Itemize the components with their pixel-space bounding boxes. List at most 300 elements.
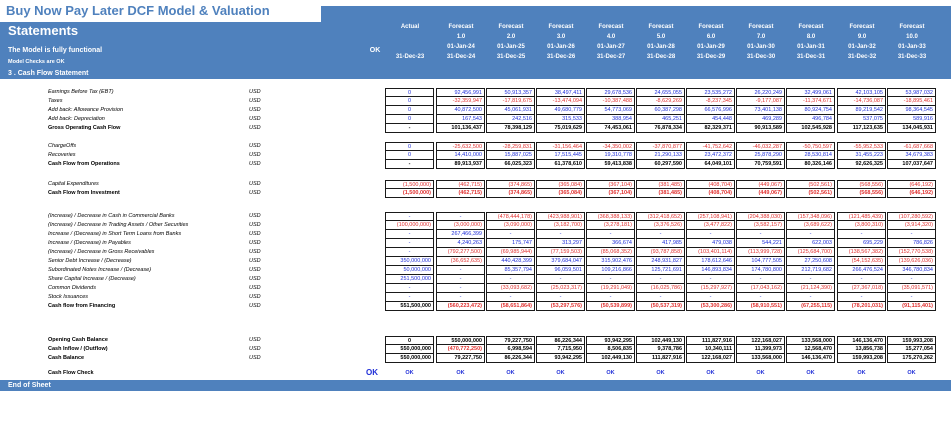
- row-label: Recoveries: [48, 152, 76, 158]
- table-cell[interactable]: (121,485,439): [837, 212, 886, 221]
- table-cell[interactable]: (50,539,899): [586, 302, 635, 311]
- table-cell[interactable]: -: [686, 230, 735, 239]
- table-cell[interactable]: (3,182,700): [536, 221, 585, 230]
- table-cell[interactable]: 122,168,027: [686, 354, 735, 363]
- table-cell[interactable]: 92,456,991: [436, 88, 485, 97]
- table-cell[interactable]: 417,985: [636, 239, 685, 248]
- table-cell[interactable]: -: [385, 212, 434, 221]
- table-cell[interactable]: 21,290,133: [636, 151, 685, 160]
- table-cell[interactable]: (3,800,310): [837, 221, 886, 230]
- table-cell[interactable]: 76,878,334: [636, 124, 685, 133]
- row-label: Earnings Before Tax (EBT): [48, 89, 114, 95]
- table-cell[interactable]: 125,721,691: [636, 266, 685, 275]
- table-cell[interactable]: 0: [385, 151, 434, 160]
- table-cell[interactable]: 178,612,646: [686, 257, 735, 266]
- table-cell[interactable]: 315,902,476: [586, 257, 635, 266]
- table-cell[interactable]: (408,704): [686, 180, 735, 189]
- table-cell[interactable]: -11,374,671: [786, 97, 835, 106]
- table-cell[interactable]: 13,856,738: [837, 345, 886, 354]
- table-cell[interactable]: (478,444,178): [486, 212, 535, 221]
- table-cell[interactable]: 104,777,505: [736, 257, 785, 266]
- table-cell[interactable]: -17,819,675: [486, 97, 535, 106]
- table-cell[interactable]: 28,530,814: [786, 151, 835, 160]
- table-cell[interactable]: (449,067): [736, 180, 785, 189]
- table-cell[interactable]: 469,289: [736, 115, 785, 124]
- table-cell[interactable]: (77,159,503): [536, 248, 585, 257]
- table-cell[interactable]: 14,410,000: [436, 151, 485, 160]
- table-cell[interactable]: 90,913,589: [736, 124, 785, 133]
- table-cell[interactable]: 89,219,542: [837, 106, 886, 115]
- table-cell[interactable]: 134,045,931: [887, 124, 936, 133]
- table-cell[interactable]: 267,466,399: [436, 230, 485, 239]
- table-cell[interactable]: (502,561): [786, 189, 835, 198]
- table-cell[interactable]: 550,000,000: [436, 336, 485, 345]
- table-cell[interactable]: 388,954: [586, 115, 635, 124]
- table-cell[interactable]: (3,477,822): [686, 221, 735, 230]
- table-cell[interactable]: -: [837, 275, 886, 284]
- table-cell[interactable]: -: [436, 266, 485, 275]
- table-cell[interactable]: 350,000,000: [385, 257, 434, 266]
- table-cell[interactable]: (374,865): [486, 180, 535, 189]
- table-cell[interactable]: 59,413,838: [586, 160, 635, 169]
- table-cell[interactable]: 98,364,545: [887, 106, 936, 115]
- table-cell[interactable]: (157,348,096): [786, 212, 835, 221]
- table-cell[interactable]: -: [736, 230, 785, 239]
- table-cell[interactable]: (462,715): [436, 180, 485, 189]
- row-label: Subordinated Notes Increase / (Decrease): [48, 267, 152, 273]
- table-cell[interactable]: (100,000,000): [385, 221, 434, 230]
- table-cell[interactable]: -34,350,002: [586, 142, 635, 151]
- table-cell[interactable]: 54,773,069: [586, 106, 635, 115]
- table-cell[interactable]: -: [436, 275, 485, 284]
- table-cell[interactable]: 159,993,208: [837, 354, 886, 363]
- table-cell[interactable]: 29,678,536: [586, 88, 635, 97]
- check-cell[interactable]: OK: [656, 370, 665, 376]
- table-cell[interactable]: 80,326,146: [786, 160, 835, 169]
- table-cell[interactable]: (17,043,162): [736, 284, 785, 293]
- table-cell[interactable]: 17,515,445: [536, 151, 585, 160]
- check-cell[interactable]: OK: [456, 370, 465, 376]
- table-cell[interactable]: 12,568,470: [786, 345, 835, 354]
- row-unit: USD: [249, 258, 261, 264]
- table-cell[interactable]: 82,329,371: [686, 124, 735, 133]
- table-cell[interactable]: 102,449,130: [636, 336, 685, 345]
- table-cell[interactable]: 24,655,055: [636, 88, 685, 97]
- table-cell[interactable]: 86,226,344: [486, 354, 535, 363]
- table-cell[interactable]: -: [385, 239, 434, 248]
- table-cell[interactable]: -37,870,877: [636, 142, 685, 151]
- table-cell[interactable]: 479,038: [686, 239, 735, 248]
- table-cell[interactable]: -: [786, 293, 835, 302]
- table-cell[interactable]: 0: [385, 97, 434, 106]
- table-cell[interactable]: 23,472,372: [686, 151, 735, 160]
- column-header-type: Forecast: [648, 24, 674, 30]
- table-cell[interactable]: 175,747: [486, 239, 535, 248]
- column-header-type: Forecast: [498, 24, 524, 30]
- table-cell[interactable]: (374,865): [486, 189, 535, 198]
- table-row: [0, 266, 951, 275]
- table-cell[interactable]: (15,297,927): [686, 284, 735, 293]
- table-cell[interactable]: -: [636, 275, 685, 284]
- table-cell[interactable]: 0: [385, 142, 434, 151]
- table-cell[interactable]: (423,988,901): [536, 212, 585, 221]
- table-cell[interactable]: 79,227,750: [436, 354, 485, 363]
- table-cell[interactable]: -: [736, 293, 785, 302]
- table-cell[interactable]: (85,068,352): [586, 248, 635, 257]
- table-cell[interactable]: (462,715): [436, 189, 485, 198]
- table-cell[interactable]: -10,387,488: [586, 97, 635, 106]
- table-cell[interactable]: 93,942,295: [536, 354, 585, 363]
- table-row: [0, 248, 951, 257]
- table-cell[interactable]: -: [887, 275, 936, 284]
- table-cell[interactable]: 15,887,025: [486, 151, 535, 160]
- row-unit: USD: [249, 190, 261, 196]
- table-cell[interactable]: 42,103,105: [837, 88, 886, 97]
- row-label: (Increase) / Decrease in Trading Assets / Other Securities: [48, 222, 189, 228]
- table-cell[interactable]: 66,576,996: [686, 106, 735, 115]
- table-cell[interactable]: 60,387,298: [636, 106, 685, 115]
- table-cell[interactable]: 159,993,208: [887, 336, 936, 345]
- table-cell[interactable]: 102,545,928: [786, 124, 835, 133]
- table-cell[interactable]: 454,448: [686, 115, 735, 124]
- table-cell[interactable]: (113,999,728): [736, 248, 785, 257]
- table-cell[interactable]: 66,025,323: [486, 160, 535, 169]
- table-cell[interactable]: 74,453,061: [586, 124, 635, 133]
- table-cell[interactable]: (36,652,635): [436, 257, 485, 266]
- table-cell[interactable]: -32,359,947: [436, 97, 485, 106]
- table-cell[interactable]: (257,108,941): [686, 212, 735, 221]
- column-header-num: 6.0: [706, 34, 716, 40]
- table-cell[interactable]: 622,003: [786, 239, 835, 248]
- table-cell[interactable]: 49,680,779: [536, 106, 585, 115]
- table-cell[interactable]: (103,401,114): [686, 248, 735, 257]
- table-cell[interactable]: 34,679,383: [887, 151, 936, 160]
- table-cell[interactable]: (368,388,133): [586, 212, 635, 221]
- table-cell[interactable]: (125,684,700): [786, 248, 835, 257]
- column-header-type: Actual: [400, 24, 420, 30]
- table-cell[interactable]: -: [636, 230, 685, 239]
- table-cell[interactable]: -9,177,087: [736, 97, 785, 106]
- check-cell[interactable]: OK: [506, 370, 515, 376]
- table-cell[interactable]: 248,931,827: [636, 257, 685, 266]
- table-cell[interactable]: -: [486, 275, 535, 284]
- table-cell[interactable]: 64,049,101: [686, 160, 735, 169]
- column-header-start: 01-Jan-33: [898, 44, 926, 50]
- table-cell[interactable]: -25,632,500: [436, 142, 485, 151]
- check-cell[interactable]: OK: [405, 370, 414, 376]
- table-cell[interactable]: 60,297,590: [636, 160, 685, 169]
- table-cell[interactable]: 23,535,272: [686, 88, 735, 97]
- table-cell[interactable]: 10,340,111: [686, 345, 735, 354]
- table-cell[interactable]: 251,500,000: [385, 275, 434, 284]
- table-cell[interactable]: 86,226,344: [536, 336, 585, 345]
- table-cell[interactable]: 15,277,054: [887, 345, 936, 354]
- table-cell[interactable]: (367,104): [586, 189, 635, 198]
- check-ok-badge: OK: [366, 368, 378, 377]
- table-cell[interactable]: -: [837, 230, 886, 239]
- table-cell[interactable]: 27,250,608: [786, 257, 835, 266]
- table-cell[interactable]: 80,924,754: [786, 106, 835, 115]
- table-cell[interactable]: -: [385, 293, 434, 302]
- check-cell[interactable]: OK: [606, 370, 615, 376]
- table-cell[interactable]: 212,719,682: [786, 266, 835, 275]
- header-band: [0, 22, 951, 68]
- table-cell[interactable]: (58,651,864): [486, 302, 535, 311]
- table-cell[interactable]: (91,115,401): [887, 302, 936, 311]
- table-cell[interactable]: -: [786, 230, 835, 239]
- table-cell[interactable]: 440,428,399: [486, 257, 535, 266]
- table-cell[interactable]: -: [486, 230, 535, 239]
- table-cell[interactable]: 78,398,129: [486, 124, 535, 133]
- table-cell[interactable]: 379,684,047: [536, 257, 585, 266]
- table-cell[interactable]: -61,687,668: [887, 142, 936, 151]
- table-cell[interactable]: 102,449,130: [586, 354, 635, 363]
- table-cell[interactable]: (33,093,682): [486, 284, 535, 293]
- table-cell[interactable]: -: [686, 275, 735, 284]
- table-cell[interactable]: (3,090,000): [486, 221, 535, 230]
- table-cell[interactable]: 544,221: [736, 239, 785, 248]
- table-cell[interactable]: 174,780,800: [736, 266, 785, 275]
- table-cell[interactable]: -31,156,464: [536, 142, 585, 151]
- table-cell[interactable]: -: [686, 293, 735, 302]
- table-cell[interactable]: 111,827,916: [686, 336, 735, 345]
- table-cell[interactable]: -: [736, 275, 785, 284]
- table-cell[interactable]: (152,770,538): [887, 248, 936, 257]
- table-cell[interactable]: 167,543: [436, 115, 485, 124]
- table-cell[interactable]: 50,913,357: [486, 88, 535, 97]
- table-cell[interactable]: (54,152,635): [837, 257, 886, 266]
- table-cell[interactable]: -: [436, 212, 485, 221]
- table-cell[interactable]: 589,916: [887, 115, 936, 124]
- table-cell[interactable]: (139,626,036): [887, 257, 936, 266]
- table-cell[interactable]: 38,497,411: [536, 88, 585, 97]
- table-cell[interactable]: 45,061,931: [486, 106, 535, 115]
- table-cell[interactable]: (138,567,382): [837, 248, 886, 257]
- table-cell[interactable]: 146,893,834: [686, 266, 735, 275]
- table-cell[interactable]: 496,784: [786, 115, 835, 124]
- table-cell[interactable]: 101,136,437: [436, 124, 485, 133]
- table-cell[interactable]: 73,401,138: [736, 106, 785, 115]
- table-cell[interactable]: (568,556): [837, 180, 886, 189]
- table-cell[interactable]: (58,910,551): [736, 302, 785, 311]
- table-cell[interactable]: 537,075: [837, 115, 886, 124]
- table-cell[interactable]: -: [385, 160, 434, 169]
- table-cell[interactable]: (408,704): [686, 189, 735, 198]
- table-cell[interactable]: 11,399,973: [736, 345, 785, 354]
- table-cell[interactable]: 550,000,000: [385, 345, 434, 354]
- table-cell[interactable]: (560,223,472): [436, 302, 485, 311]
- table-cell[interactable]: 7,715,950: [536, 345, 585, 354]
- table-row: [0, 239, 951, 248]
- table-cell[interactable]: -: [385, 248, 434, 257]
- table-cell[interactable]: -55,952,533: [837, 142, 886, 151]
- table-cell[interactable]: 75,019,629: [536, 124, 585, 133]
- table-cell[interactable]: -: [586, 293, 635, 302]
- table-cell[interactable]: -: [436, 293, 485, 302]
- table-cell[interactable]: (3,278,181): [586, 221, 635, 230]
- table-cell[interactable]: (67,255,115): [786, 302, 835, 311]
- table-cell[interactable]: 366,674: [586, 239, 635, 248]
- table-cell[interactable]: -: [636, 293, 685, 302]
- table-cell[interactable]: (312,418,652): [636, 212, 685, 221]
- table-cell[interactable]: 32,499,061: [786, 88, 835, 97]
- column-header-num: 4.0: [606, 34, 616, 40]
- table-cell[interactable]: (792,277,500): [436, 248, 485, 257]
- table-cell[interactable]: 146,136,470: [837, 336, 886, 345]
- table-cell[interactable]: -: [536, 293, 585, 302]
- table-cell[interactable]: 146,136,470: [786, 354, 835, 363]
- table-cell[interactable]: 40,872,500: [436, 106, 485, 115]
- table-cell[interactable]: -: [385, 284, 434, 293]
- table-cell[interactable]: (204,388,030): [736, 212, 785, 221]
- table-cell[interactable]: 53,987,032: [887, 88, 936, 97]
- table-cell[interactable]: 25,878,290: [736, 151, 785, 160]
- table-cell[interactable]: (365,084): [536, 180, 585, 189]
- table-cell[interactable]: -41,752,642: [686, 142, 735, 151]
- table-cell[interactable]: (53,297,576): [536, 302, 585, 311]
- table-cell[interactable]: 26,220,249: [736, 88, 785, 97]
- table-cell[interactable]: (568,556): [837, 189, 886, 198]
- table-cell[interactable]: -: [786, 275, 835, 284]
- table-cell[interactable]: (1,500,000): [385, 180, 434, 189]
- table-cell[interactable]: 313,297: [536, 239, 585, 248]
- table-cell[interactable]: 9,378,786: [636, 345, 685, 354]
- table-cell[interactable]: (53,300,286): [686, 302, 735, 311]
- table-cell[interactable]: 117,123,635: [837, 124, 886, 133]
- table-cell[interactable]: 551,500,000: [385, 302, 434, 311]
- table-cell[interactable]: (78,201,031): [837, 302, 886, 311]
- table-cell[interactable]: 89,913,937: [436, 160, 485, 169]
- table-cell[interactable]: (93,787,858): [636, 248, 685, 257]
- table-cell[interactable]: 50,000,000: [385, 266, 434, 275]
- column-header: [486, 22, 536, 62]
- table-cell[interactable]: (3,376,526): [636, 221, 685, 230]
- table-cell[interactable]: 122,168,027: [736, 336, 785, 345]
- check-cell[interactable]: OK: [756, 370, 765, 376]
- table-cell[interactable]: 8,506,835: [586, 345, 635, 354]
- table-cell[interactable]: 0: [385, 88, 434, 97]
- table-cell[interactable]: (646,192): [887, 189, 936, 198]
- table-cell[interactable]: -8,237,345: [686, 97, 735, 106]
- table-cell[interactable]: (3,582,157): [736, 221, 785, 230]
- table-cell[interactable]: -: [385, 124, 434, 133]
- table-cell[interactable]: (3,000,000): [436, 221, 485, 230]
- check-cell[interactable]: OK: [857, 370, 866, 376]
- row-label: Cash Inflow / (Outflow): [48, 346, 108, 352]
- table-cell[interactable]: 550,000,000: [385, 354, 434, 363]
- table-cell[interactable]: -: [586, 275, 635, 284]
- table-cell[interactable]: -46,032,287: [736, 142, 785, 151]
- table-cell[interactable]: (69,985,944): [486, 248, 535, 257]
- table-cell[interactable]: 61,378,610: [536, 160, 585, 169]
- table-cell[interactable]: (25,023,317): [536, 284, 585, 293]
- table-cell[interactable]: 242,516: [486, 115, 535, 124]
- table-cell[interactable]: (646,192): [887, 180, 936, 189]
- table-cell[interactable]: 111,827,916: [636, 354, 685, 363]
- row-unit: USD: [249, 222, 261, 228]
- table-cell[interactable]: (35,091,571): [887, 284, 936, 293]
- table-cell[interactable]: 175,270,262: [887, 354, 936, 363]
- table-cell[interactable]: (3,689,622): [786, 221, 835, 230]
- table-cell[interactable]: 107,037,647: [887, 160, 936, 169]
- table-cell[interactable]: (381,485): [636, 180, 685, 189]
- table-cell[interactable]: 96,059,501: [536, 266, 585, 275]
- table-cell[interactable]: 0: [385, 336, 434, 345]
- table-cell[interactable]: (16,025,786): [636, 284, 685, 293]
- table-cell[interactable]: -: [837, 293, 886, 302]
- row-unit: USD: [249, 303, 261, 309]
- row-unit: USD: [249, 98, 261, 104]
- table-cell[interactable]: (107,280,592): [887, 212, 936, 221]
- table-cell[interactable]: 346,780,834: [887, 266, 936, 275]
- table-cell[interactable]: (365,084): [536, 189, 585, 198]
- table-cell[interactable]: 133,568,000: [736, 354, 785, 363]
- table-cell[interactable]: 0: [385, 106, 434, 115]
- table-cell[interactable]: (367,104): [586, 180, 635, 189]
- table-cell[interactable]: -: [887, 230, 936, 239]
- table-cell[interactable]: -: [486, 293, 535, 302]
- table-cell[interactable]: 19,310,778: [586, 151, 635, 160]
- check-cell[interactable]: OK: [907, 370, 916, 376]
- table-cell[interactable]: 4,240,263: [436, 239, 485, 248]
- table-cell[interactable]: 786,826: [887, 239, 936, 248]
- table-cell[interactable]: -: [385, 230, 434, 239]
- table-cell[interactable]: (1,500,000): [385, 189, 434, 198]
- table-cell[interactable]: (381,485): [636, 189, 685, 198]
- table-cell[interactable]: 266,476,524: [837, 266, 886, 275]
- table-cell[interactable]: (21,124,390): [786, 284, 835, 293]
- table-cell[interactable]: -8,629,269: [636, 97, 685, 106]
- table-cell[interactable]: -: [586, 230, 635, 239]
- check-cell[interactable]: OK: [806, 370, 815, 376]
- functional-status: The Model is fully functional: [8, 47, 103, 54]
- table-cell[interactable]: 70,759,591: [736, 160, 785, 169]
- table-cell[interactable]: 85,357,794: [486, 266, 535, 275]
- check-cell[interactable]: OK: [556, 370, 565, 376]
- table-cell[interactable]: -18,895,461: [887, 97, 936, 106]
- table-cell[interactable]: 315,533: [536, 115, 585, 124]
- table-row: [0, 221, 951, 230]
- table-cell[interactable]: (27,367,018): [837, 284, 886, 293]
- table-cell[interactable]: 6,998,594: [486, 345, 535, 354]
- table-cell[interactable]: 31,455,223: [837, 151, 886, 160]
- table-cell[interactable]: (470,772,250): [436, 345, 485, 354]
- table-cell[interactable]: (502,561): [786, 180, 835, 189]
- table-cell[interactable]: (50,537,319): [636, 302, 685, 311]
- table-cell[interactable]: (449,067): [736, 189, 785, 198]
- table-cell[interactable]: -50,750,597: [786, 142, 835, 151]
- table-cell[interactable]: -: [436, 284, 485, 293]
- column-header: [887, 22, 937, 62]
- table-cell[interactable]: (19,291,049): [586, 284, 635, 293]
- check-cell[interactable]: OK: [706, 370, 715, 376]
- table-cell[interactable]: -14,736,087: [837, 97, 886, 106]
- table-cell[interactable]: 79,227,750: [486, 336, 535, 345]
- table-cell[interactable]: -: [536, 230, 585, 239]
- table-cell[interactable]: 465,251: [636, 115, 685, 124]
- table-cell[interactable]: 133,568,000: [786, 336, 835, 345]
- table-cell[interactable]: 93,942,295: [586, 336, 635, 345]
- table-cell[interactable]: -: [536, 275, 585, 284]
- table-cell[interactable]: 109,216,866: [586, 266, 635, 275]
- table-cell[interactable]: -: [887, 293, 936, 302]
- table-cell[interactable]: -28,259,831: [486, 142, 535, 151]
- table-cell[interactable]: 695,229: [837, 239, 886, 248]
- table-cell[interactable]: (3,914,320): [887, 221, 936, 230]
- table-cell[interactable]: 92,626,325: [837, 160, 886, 169]
- table-cell[interactable]: -13,474,094: [536, 97, 585, 106]
- table-cell[interactable]: 0: [385, 115, 434, 124]
